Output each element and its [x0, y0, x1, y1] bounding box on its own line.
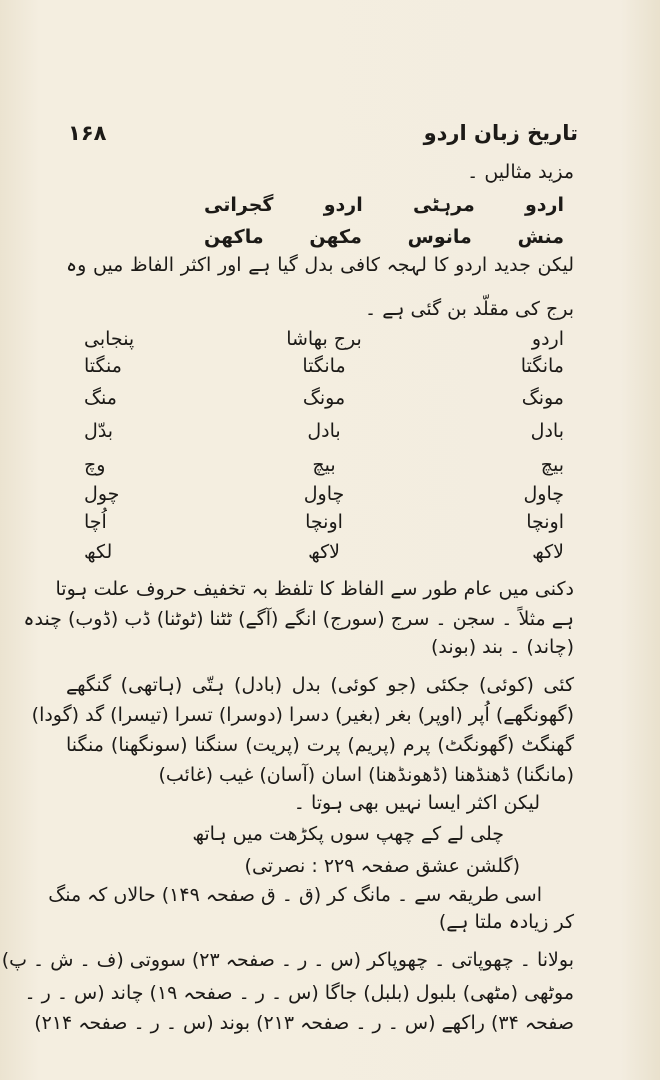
table2-cell: منگتا — [84, 355, 122, 377]
table1-cell: گجراتی — [204, 194, 274, 216]
verse-line: چلی لے کے چھپ سوں پکڑھت میں ہاتھ — [192, 823, 504, 845]
paragraph-line: صفحہ ۳۴) راکھے (س ۔ ر ۔ صفحہ ۲۱۳) بوند (س ۔ ر ۔ صفحہ ۲۱۴) — [34, 1012, 574, 1034]
paragraph-line: برج کی مقلّد بن گئی ہے ۔ — [365, 298, 574, 320]
table1-cell: مانوس — [407, 226, 472, 248]
paragraph-line: گھنگٹ (گھونگٹ) پرم (پریم) پرت (پریت) سنگنا (سونگھنا) منگنا — [66, 734, 574, 756]
paragraph-line: (چاند) ۔ بند (بوند) — [430, 636, 574, 658]
table2-cell: بادل — [530, 420, 564, 442]
table2-header — [84, 330, 564, 349]
table1-cell: مکھن — [309, 226, 362, 248]
table2-cell: پنجابی — [84, 328, 135, 350]
table1-cell: اردو — [323, 194, 363, 216]
table2-cell: مونگ — [521, 387, 564, 409]
table2-cell: اونچا — [305, 511, 343, 533]
table2-cell: چاول — [303, 483, 345, 505]
table1-cell: اردو — [524, 194, 564, 216]
page-number: ۱۶۸ — [68, 121, 107, 145]
paragraph-line: اسی طریقہ سے ۔ مانگ کر (ق ۔ ق صفحہ ۱۴۹) حالاں کہ منگ — [48, 884, 542, 906]
table1-cell: ماکھن — [204, 226, 264, 248]
table2-cell: منگ — [84, 387, 117, 409]
table1-cell: مرہٹی — [413, 194, 475, 216]
table2-cell: چاول — [523, 483, 564, 505]
citation: (گلشن عشق صفحہ ۲۲۹ : نصرتی) — [244, 855, 520, 877]
table2-cell: مانگتا — [520, 355, 564, 377]
table2-row — [84, 357, 564, 376]
table2-cell: مونگ — [302, 387, 346, 409]
paragraph-line: (گھونگھے) اُپر (اوپر) بغر (بغیر) دسرا (دوسرا) تسرا (تیسرا) گد (گودا) — [31, 704, 574, 726]
table2-cell: لکھ — [84, 541, 113, 563]
table2-cell: بدّل — [84, 420, 114, 442]
page-header — [68, 116, 578, 150]
table2-cell: اونچا — [526, 511, 564, 533]
intro-line: مزید مثالیں ۔ — [467, 161, 574, 183]
table2-cell: لاکھ — [532, 541, 564, 563]
table2-row — [84, 389, 564, 408]
paragraph-line: دکنی میں عام طور سے الفاظ کا تلفظ بہ تخفیف حروف علت ہوتا — [55, 578, 574, 600]
table2-row — [84, 422, 564, 441]
table2-cell: وچ — [84, 454, 106, 476]
table1-row — [204, 228, 564, 247]
paragraph-line: کئی (کوئی) جکئی (جو کوئی) بدل (بادل) ہتّی (ہاتھی) گنگھے — [66, 674, 574, 696]
paragraph-line: لیکن جدید اردو کا لہجہ کافی بدل گیا ہے اور اکثر الفاظ میں وہ — [66, 254, 574, 276]
paragraph-line: لیکن اکثر ایسا نہیں بھی ہوتا ۔ — [293, 792, 540, 814]
table2-row — [84, 456, 564, 475]
table2-row — [84, 485, 564, 504]
table2-row — [84, 543, 564, 562]
paragraph-line: ہے مثلاً ۔ سجن ۔ سرج (سورج) انگے (آگے) ٹٹنا (ٹوٹنا) ڈب (ڈوب) چندہ — [23, 608, 574, 630]
table2-cell: بیچ — [540, 454, 564, 476]
table1-header — [204, 196, 564, 215]
table2-cell: اُچا — [84, 511, 107, 533]
paragraph-line: بولانا ۔ چھوپاتی ۔ چھوپاکر (س ۔ ر ۔ صفحہ ۲۳) سووتی (ف ۔ ش ۔ پ) — [1, 949, 574, 971]
table2-cell: لاکھ — [308, 541, 340, 563]
paragraph-line: کر زیادہ ملتا ہے) — [438, 911, 574, 933]
table2-cell: چول — [84, 483, 120, 505]
table2-cell: بیچ — [312, 454, 336, 476]
book-title: تاریخ زبان اردو — [423, 121, 578, 145]
paragraph-line: موٹھی (مٹھی) بلبول (بلبل) جاگا (س ۔ ر ۔ صفحہ ۱۹) چاند (س ۔ ر ۔ — [24, 982, 574, 1004]
table2-cell: بادل — [307, 420, 341, 442]
table1-cell: منش — [517, 226, 564, 248]
paragraph-line: (مانگنا) ڈھنڈھنا (ڈھونڈھنا) اسان (آسان) غیب (غائب) — [158, 764, 574, 786]
table2-cell: برج بھاشا — [286, 328, 362, 350]
table2-cell: مانگتا — [302, 355, 346, 377]
table2-row — [84, 513, 564, 532]
table2-cell: اردو — [531, 328, 564, 350]
